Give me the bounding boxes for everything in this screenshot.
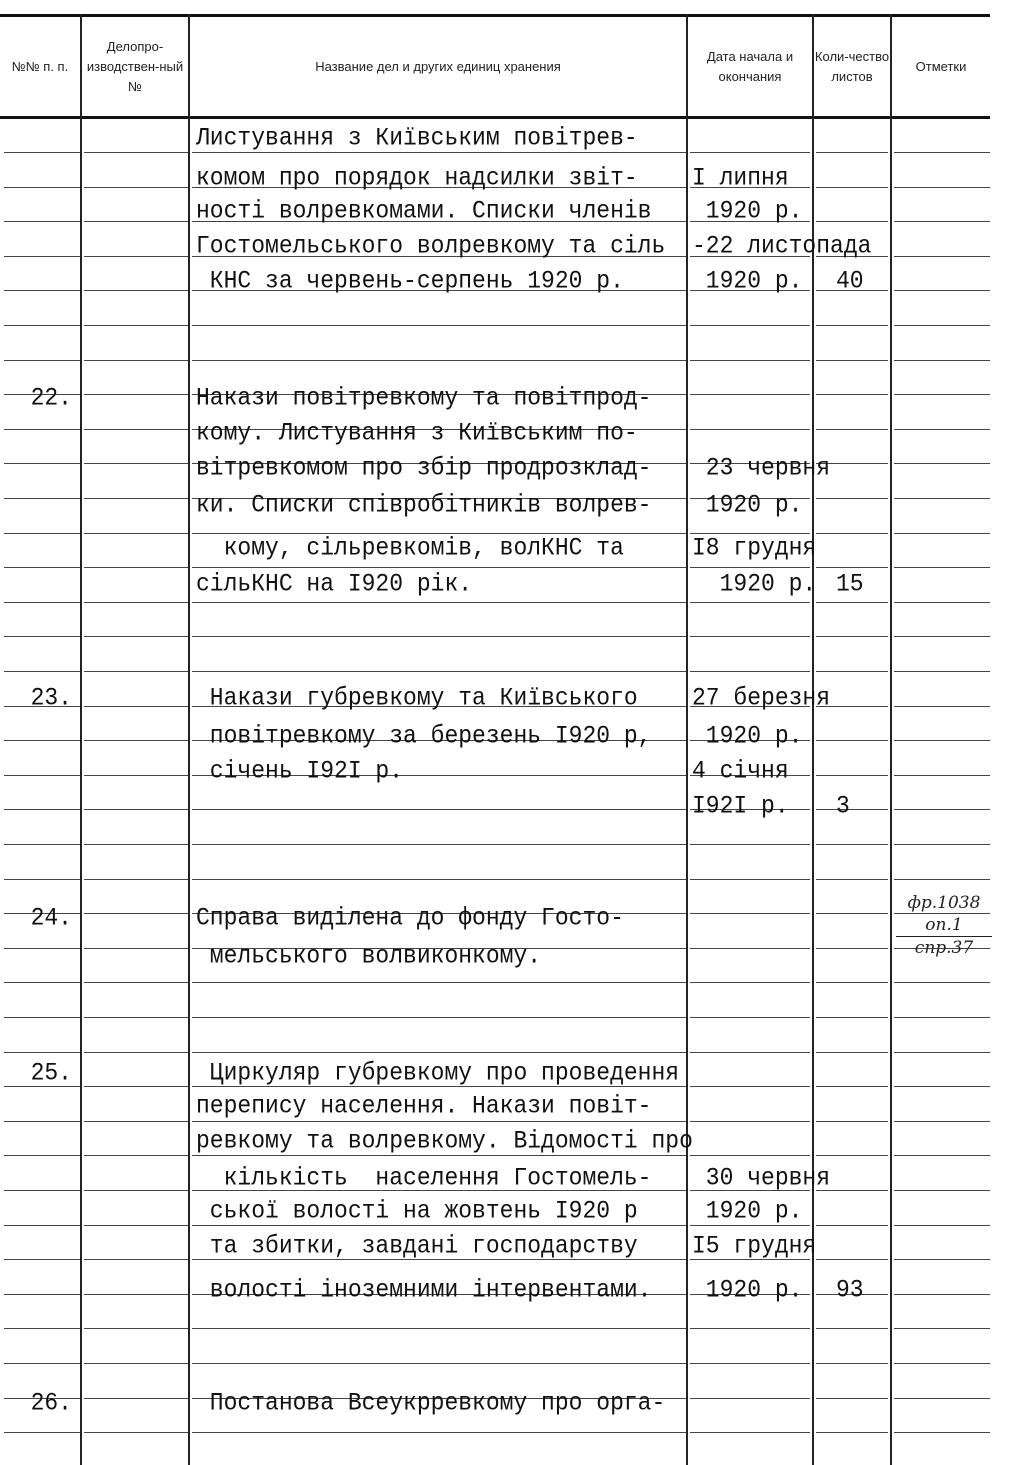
ruled-line: [816, 325, 888, 326]
line-num: [20, 452, 72, 485]
ruled-line: [894, 1190, 990, 1191]
line-num: 24.: [30, 903, 72, 933]
ruled-line: [816, 360, 888, 361]
line-title: січень I92I р.: [196, 756, 404, 786]
line-title: кому, сільревкомів, волКНС та: [196, 533, 624, 563]
ruled-line: [894, 533, 990, 534]
line-num: [20, 1162, 72, 1195]
line-date: 23 червня: [692, 453, 831, 483]
ruled-line: [894, 429, 990, 430]
line-date: 27 березня: [692, 683, 831, 713]
ruled-line: [894, 982, 990, 983]
ruled-line: [816, 1155, 888, 1156]
ruled-line: [816, 602, 888, 603]
ruled-line: [84, 152, 188, 153]
ruled-line: [816, 152, 888, 153]
line-count: 40: [836, 266, 864, 296]
line-num: [20, 755, 72, 788]
ruled-line: [84, 775, 188, 776]
ruled-line: [894, 1225, 990, 1226]
ruled-line: [84, 1017, 188, 1018]
note-sprava: спр.37: [914, 938, 974, 958]
line-title: волості іноземними інтервентами.: [196, 1275, 652, 1305]
header-notes: Отметки: [915, 58, 967, 74]
line-date: 30 червня: [692, 1163, 831, 1193]
line-num: [20, 1274, 72, 1307]
ruled-line: [816, 1328, 888, 1329]
line-num: [20, 230, 72, 263]
ruled-line: [894, 290, 990, 291]
line-num: [20, 162, 72, 195]
ruled-line: [894, 1052, 990, 1053]
ruled-line: [816, 636, 888, 637]
line-title: та збитки, завдані господарству: [196, 1231, 638, 1261]
ruled-line: [894, 1121, 990, 1122]
ruled-line: [816, 740, 888, 741]
ruled-line: [84, 1294, 188, 1295]
ruled-line: [894, 1363, 990, 1364]
note-opys: оп.1: [896, 914, 992, 937]
note-fond: фр.1038: [907, 893, 981, 913]
ruled-line: [84, 809, 188, 810]
ruled-line: [4, 325, 80, 326]
ruled-line: [894, 1294, 990, 1295]
ruled-line: [816, 1052, 888, 1053]
ruled-line: [894, 1155, 990, 1156]
ruled-line: [84, 671, 188, 672]
ruled-line: [816, 1432, 888, 1433]
line-title: Накази губревкому та Київського: [196, 683, 638, 713]
line-num: 26.: [30, 1388, 72, 1418]
ruled-line: [84, 325, 188, 326]
line-title: кількість населення Гостомель-: [196, 1163, 652, 1193]
line-title: ревкому та волревкому. Відомості про: [196, 1126, 693, 1156]
ruled-line: [84, 1155, 188, 1156]
line-num: [20, 122, 72, 155]
ruled-line: [690, 636, 810, 637]
ruled-line: [4, 1328, 80, 1329]
ruled-line: [690, 948, 810, 949]
ruled-line: [690, 602, 810, 603]
line-num: [20, 265, 72, 298]
ruled-line: [894, 844, 990, 845]
ruled-line: [816, 1363, 888, 1364]
line-num: [20, 489, 72, 522]
ruled-line: [894, 187, 990, 188]
header-dates: Дата начала и окончания: [706, 48, 794, 84]
ruled-line: [84, 913, 188, 914]
ruled-line: [816, 498, 888, 499]
ruled-line: [816, 671, 888, 672]
handwritten-note: [896, 892, 992, 959]
ruled-line: [816, 913, 888, 914]
ruled-line: [192, 844, 686, 845]
ruled-line: [84, 1225, 188, 1226]
ruled-line: [84, 1190, 188, 1191]
line-num: [20, 790, 72, 823]
line-num: 22.: [30, 383, 72, 413]
line-date: 1920 р.: [692, 569, 817, 599]
ruled-line: [84, 187, 188, 188]
ruled-line: [4, 1363, 80, 1364]
ruled-line: [894, 567, 990, 568]
ruled-line: [84, 948, 188, 949]
ruled-line: [894, 152, 990, 153]
column-divider: [686, 14, 688, 1465]
ruled-line: [84, 360, 188, 361]
line-date: -22 листопада: [692, 231, 872, 261]
line-title: вітревкомом про збір продрозклад-: [196, 453, 652, 483]
ruled-line: [192, 879, 686, 880]
ruled-line: [816, 879, 888, 880]
ruled-line: [894, 602, 990, 603]
line-num: [20, 1090, 72, 1123]
ruled-line: [690, 1432, 810, 1433]
ruled-line: [690, 1086, 810, 1087]
ruled-line: [84, 1052, 188, 1053]
ruled-line: [84, 844, 188, 845]
line-title: Гостомельського волревкому та сіль: [196, 231, 666, 261]
line-num: [20, 1125, 72, 1158]
ruled-line: [192, 636, 686, 637]
ruled-line: [690, 1398, 810, 1399]
ruled-line: [894, 1259, 990, 1260]
ruled-line: [84, 1432, 188, 1433]
line-date: 1920 р.: [692, 1275, 803, 1305]
ruled-line: [4, 1017, 80, 1018]
ruled-line: [816, 775, 888, 776]
line-num: [20, 568, 72, 601]
line-date: 1920 р.: [692, 721, 803, 751]
ruled-line: [690, 1328, 810, 1329]
ruled-line: [894, 636, 990, 637]
ruled-line: [4, 982, 80, 983]
ruled-line: [816, 1225, 888, 1226]
ruled-line: [84, 1328, 188, 1329]
ruled-line: [192, 1017, 686, 1018]
ruled-line: [690, 913, 810, 914]
ruled-line: [84, 879, 188, 880]
ruled-line: [84, 429, 188, 430]
ruled-line: [894, 1328, 990, 1329]
ruled-line: [690, 671, 810, 672]
ruled-line: [690, 1052, 810, 1053]
ruled-line: [4, 636, 80, 637]
ruled-line: [192, 325, 686, 326]
ruled-line: [84, 740, 188, 741]
ruled-line: [84, 394, 188, 395]
ruled-line: [4, 602, 80, 603]
ruled-line: [816, 1121, 888, 1122]
line-title: повітревкому за березень I920 р,: [196, 721, 652, 751]
ruled-line: [816, 1017, 888, 1018]
column-divider: [80, 14, 82, 1465]
line-date: 1920 р.: [692, 1196, 803, 1226]
ruled-line: [894, 325, 990, 326]
ruled-line: [690, 360, 810, 361]
ruled-line: [894, 463, 990, 464]
header-sheet-count: Коли-чество листов: [814, 48, 890, 84]
ruled-line: [894, 394, 990, 395]
ruled-line: [192, 982, 686, 983]
ruled-line: [690, 1363, 810, 1364]
ruled-line: [192, 360, 686, 361]
ruled-line: [690, 152, 810, 153]
header-number: №№ п. п.: [11, 58, 69, 74]
line-num: 23.: [30, 683, 72, 713]
ruled-line: [84, 256, 188, 257]
line-num: [20, 1230, 72, 1263]
line-date: I5 грудня: [692, 1231, 817, 1261]
ruled-line: [84, 1259, 188, 1260]
line-date: I92I р.: [692, 791, 789, 821]
line-date: 1920 р.: [692, 490, 803, 520]
line-count: 93: [836, 1275, 864, 1305]
line-date: 1920 р.: [692, 266, 803, 296]
line-count: 15: [836, 569, 864, 599]
ruled-line: [894, 775, 990, 776]
ruled-line: [84, 602, 188, 603]
ruled-line: [894, 221, 990, 222]
ruled-line: [84, 1086, 188, 1087]
line-title: перепису населення. Накази повіт-: [196, 1091, 652, 1121]
ruled-line: [894, 1086, 990, 1087]
ruled-line: [84, 1121, 188, 1122]
ruled-line: [690, 429, 810, 430]
line-date: I липня: [692, 163, 789, 193]
ruled-line: [816, 533, 888, 534]
ruled-line: [84, 636, 188, 637]
line-count: 3: [836, 791, 850, 821]
line-title: Накази повітревкому та повітпрод-: [196, 383, 652, 413]
ruled-line: [84, 221, 188, 222]
ruled-line: [894, 1398, 990, 1399]
ruled-line: [690, 844, 810, 845]
line-num: [20, 720, 72, 753]
ruled-line: [690, 982, 810, 983]
line-title: мельського волвиконкому.: [196, 941, 542, 971]
line-date: 1920 р.: [692, 196, 803, 226]
line-num: [20, 195, 72, 228]
line-title: Постанова Всеукрревкому про орга-: [196, 1388, 666, 1418]
ruled-line: [816, 429, 888, 430]
ruled-line: [192, 602, 686, 603]
ruled-line: [894, 498, 990, 499]
ruled-line: [816, 844, 888, 845]
line-title: Листування з Київським повітрев-: [196, 123, 638, 153]
header-office-number: Делопро-изводствен-ный №: [86, 38, 184, 94]
ruled-line: [84, 290, 188, 291]
ruled-line: [4, 1432, 80, 1433]
ruled-line: [192, 1432, 686, 1433]
line-title: ки. Списки співробітників волрев-: [196, 490, 652, 520]
ruled-line: [84, 533, 188, 534]
ruled-line: [894, 809, 990, 810]
ruled-line: [816, 394, 888, 395]
line-date: I8 грудня: [692, 533, 817, 563]
ruled-line: [690, 879, 810, 880]
ruled-line: [894, 671, 990, 672]
ruled-line: [690, 325, 810, 326]
line-num: [20, 532, 72, 565]
ruled-line: [816, 809, 888, 810]
ruled-line: [84, 706, 188, 707]
line-title: ності волревкомами. Списки членів: [196, 196, 652, 226]
ruled-line: [894, 360, 990, 361]
ruled-line: [816, 221, 888, 222]
ruled-line: [192, 1363, 686, 1364]
ruled-line: [894, 706, 990, 707]
ruled-line: [4, 844, 80, 845]
ruled-line: [4, 1052, 80, 1053]
ruled-line: [816, 948, 888, 949]
line-title: сільКНС на I920 рік.: [196, 569, 473, 599]
line-title: ської волості на жовтень I920 р: [196, 1196, 638, 1226]
table-header: [0, 14, 990, 119]
ruled-line: [690, 1017, 810, 1018]
ruled-line: [690, 1121, 810, 1122]
line-date: 4 січня: [692, 756, 789, 786]
ruled-line: [816, 1398, 888, 1399]
ruled-line: [690, 1155, 810, 1156]
ruled-line: [192, 1052, 686, 1053]
ruled-line: [816, 187, 888, 188]
ruled-line: [894, 1432, 990, 1433]
line-title: кому. Листування з Київським по-: [196, 418, 638, 448]
line-num: [20, 417, 72, 450]
ruled-line: [84, 463, 188, 464]
ruled-line: [4, 360, 80, 361]
line-title: Циркуляр губревкому про проведення: [196, 1058, 680, 1088]
ruled-line: [816, 1086, 888, 1087]
line-title: комом про порядок надсилки звіт-: [196, 163, 638, 193]
header-title: Название дел и других единиц хранения: [315, 58, 561, 74]
ruled-line: [690, 394, 810, 395]
column-divider: [188, 14, 190, 1465]
ruled-line: [4, 879, 80, 880]
ruled-line: [192, 671, 686, 672]
ruled-line: [192, 1328, 686, 1329]
ruled-line: [192, 809, 686, 810]
line-num: [20, 940, 72, 973]
line-num: 25.: [30, 1058, 72, 1088]
ruled-line: [4, 671, 80, 672]
ruled-line: [816, 1259, 888, 1260]
line-num: [20, 1195, 72, 1228]
ruled-line: [84, 1398, 188, 1399]
line-title: Справа виділена до фонду Госто-: [196, 903, 624, 933]
ruled-line: [894, 879, 990, 880]
ruled-line: [894, 256, 990, 257]
column-divider: [890, 14, 892, 1465]
ruled-line: [84, 982, 188, 983]
ruled-line: [84, 567, 188, 568]
ruled-line: [84, 1363, 188, 1364]
line-title: КНС за червень-серпень 1920 р.: [196, 266, 624, 296]
ruled-line: [894, 740, 990, 741]
ruled-line: [894, 1017, 990, 1018]
ruled-line: [84, 498, 188, 499]
ruled-line: [816, 982, 888, 983]
